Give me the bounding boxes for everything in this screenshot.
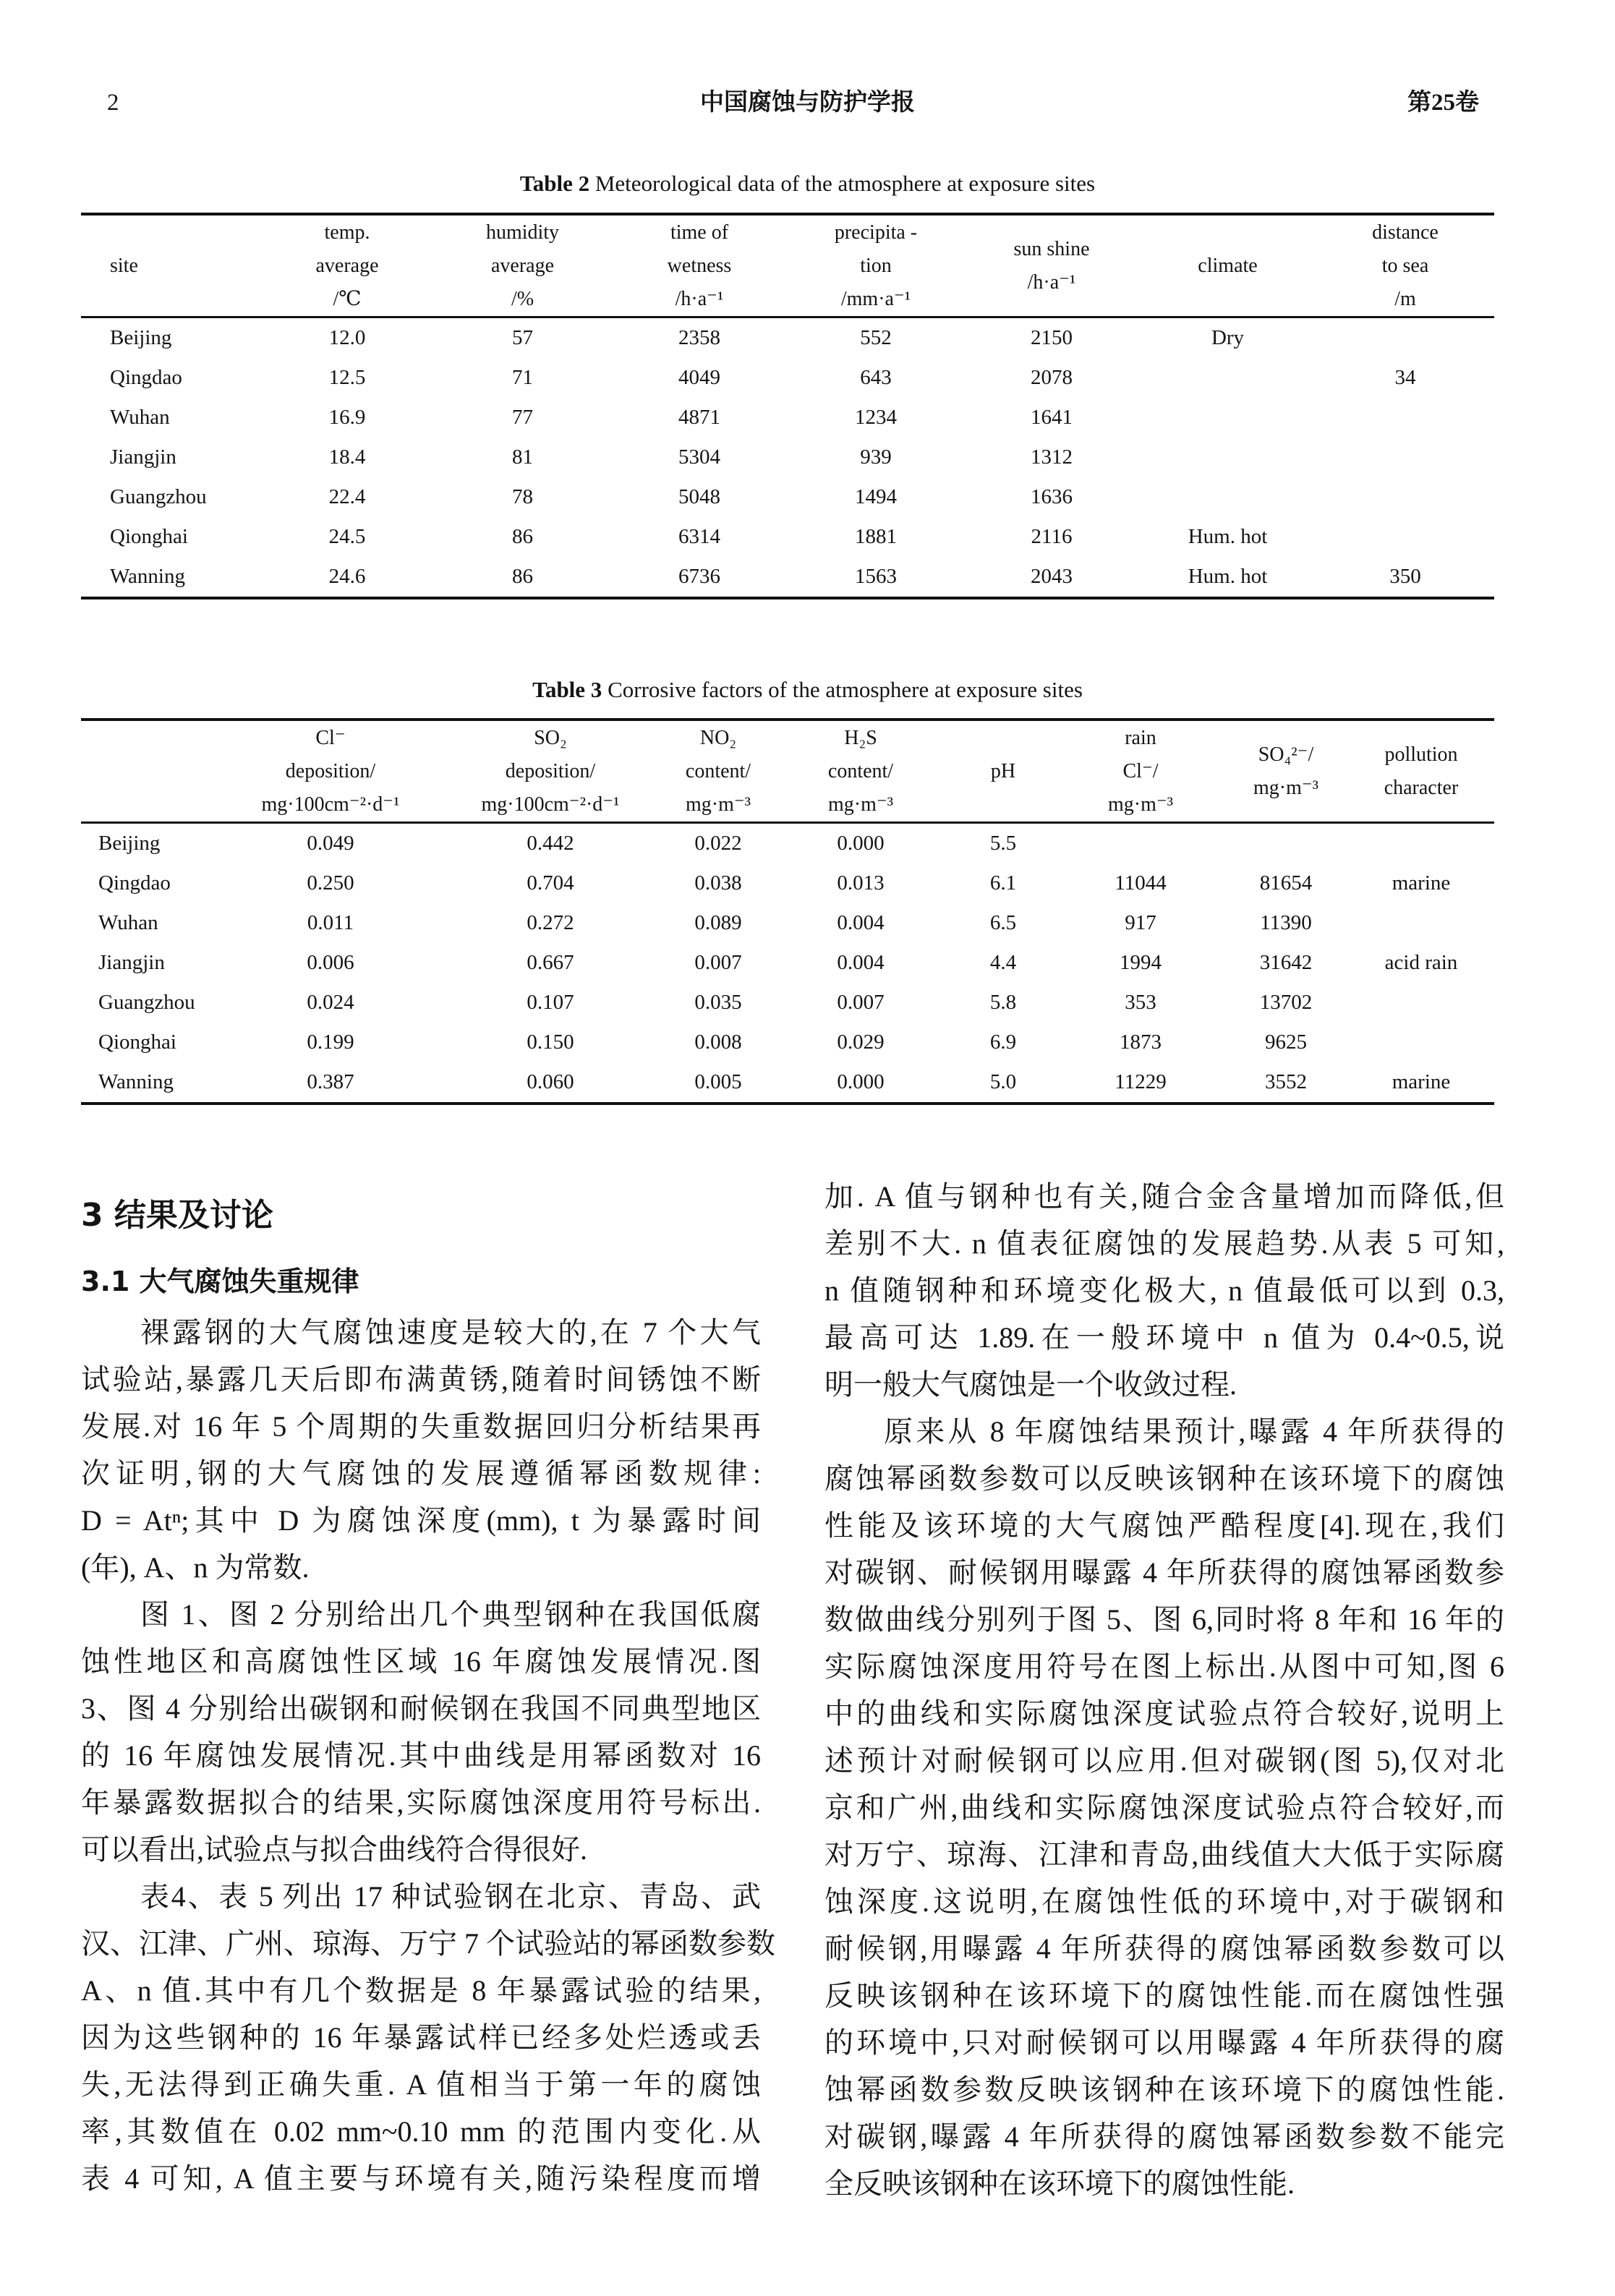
table-cell: Dry (1211, 326, 1245, 349)
table-cell: 0.013 (837, 871, 885, 895)
body-text-line: 对碳钢、耐候钢用曝露 4 年所获得的腐蚀幂函数参 (824, 1556, 1504, 1589)
body-text-line: 表 4 可知, A 值主要与环境有关,随污染程度而增 (81, 2162, 761, 2195)
body-text-line: 发展.对 16 年 5 个周期的失重数据回归分析结果再 (81, 1410, 761, 1443)
body-text-line: 对碳钢,曝露 4 年所获得的腐蚀幂函数参数不能完 (824, 2120, 1504, 2153)
column-header-line: content/ (685, 759, 751, 782)
table-cell: 353 (1125, 991, 1156, 1014)
table-cell: 0.704 (527, 871, 574, 895)
body-text-line: 蚀性地区和高腐蚀性区域 16 年腐蚀发展情况.图 (81, 1645, 761, 1678)
table-cell: 0.024 (307, 991, 354, 1014)
table-cell: 0.000 (837, 832, 885, 855)
table-cell: 5048 (678, 485, 720, 508)
site-cell: Wuhan (98, 911, 158, 934)
body-text-line: 性能及该环境的大气腐蚀严酷程度[4].现在,我们 (824, 1509, 1504, 1542)
column-header-line: SO₂ (534, 726, 567, 749)
column-header (964, 215, 1139, 316)
site-cell: Wanning (98, 1070, 174, 1093)
column-header-line: Cl⁻/ (1122, 759, 1159, 782)
table-cell: acid rain (1384, 951, 1458, 974)
site-cell: Beijing (110, 326, 172, 349)
column-header (1348, 721, 1494, 821)
column-header (437, 721, 664, 821)
column-header (1316, 215, 1494, 316)
table-cell: 0.029 (837, 1030, 885, 1054)
table-cell: 939 (860, 445, 892, 469)
table-cell: marine (1392, 1070, 1451, 1093)
page-number: 2 (107, 90, 119, 116)
column-header-line: wetness (667, 254, 732, 277)
body-text-line: 蚀深度.这说明,在腐蚀性低的环境中,对于碳钢和 (824, 1885, 1504, 1918)
body-text-left-column (81, 1309, 775, 2202)
table-cell: 5.5 (989, 832, 1017, 855)
table-cell: 0.004 (837, 951, 885, 974)
table-cell: 0.006 (307, 951, 354, 974)
column-header-line: to sea (1381, 254, 1429, 277)
table-cell: 0.000 (837, 1070, 885, 1093)
table-cell: 22.4 (328, 485, 366, 508)
body-text-line: 的环境中,只对耐候钢可以用曝露 4 年所获得的腐 (824, 2026, 1504, 2059)
site-cell: Jiangjin (110, 445, 176, 469)
body-text-line: 图 1、图 2 分别给出几个典型钢种在我国低腐 (140, 1598, 761, 1631)
body-text-right-column (824, 1173, 1504, 2207)
table-cell: 0.199 (307, 1030, 354, 1054)
column-header-line: precipita - (834, 221, 918, 244)
body-text-line: 原来从 8 年腐蚀结果预计,曝露 4 年所获得的 (884, 1415, 1504, 1448)
column-header-line: /% (511, 287, 534, 310)
table3-label: Table 3 (532, 677, 602, 702)
table-cell: 11390 (1260, 911, 1312, 934)
body-text-line: 数做曲线分别列于图 5、图 6,同时将 8 年和 16 年的 (824, 1603, 1504, 1636)
body-text-line: 最高可达 1.89.在一般环境中 n 值为 0.4~0.5,说 (824, 1321, 1504, 1354)
column-header-line: sun shine (1013, 237, 1090, 260)
table-cell: 78 (512, 485, 533, 508)
table-cell: 0.008 (694, 1030, 742, 1054)
table-cell: 0.060 (527, 1070, 574, 1093)
column-header-line: temp. (324, 221, 370, 244)
body-text-line: 的 16 年腐蚀发展情况.其中曲线是用幂函数对 16 (81, 1739, 761, 1772)
table-cell: 0.387 (307, 1070, 354, 1093)
table-cell: 24.5 (328, 525, 366, 548)
body-text-line: A、n 值.其中有几个数据是 8 年暴露试验的结果, (81, 1974, 761, 2007)
table-cell: 2150 (1031, 326, 1073, 349)
column-header-line: average (315, 254, 379, 277)
column-header-line: /℃ (333, 287, 362, 310)
table-cell: 1994 (1120, 951, 1162, 974)
column-header-line: pollution (1384, 743, 1458, 766)
table-cell: Hum. hot (1188, 525, 1268, 548)
column-header (949, 721, 1057, 821)
site-cell: Wanning (110, 565, 185, 588)
table-cell: 3552 (1265, 1070, 1307, 1093)
column-header-line: tion (860, 254, 892, 277)
table-cell: 0.004 (837, 911, 885, 934)
table-cell: 13702 (1259, 991, 1313, 1014)
table-cell: 57 (512, 326, 533, 349)
body-text-line: 明一般大气腐蚀是一个收敛过程. (824, 1368, 1237, 1401)
table-cell: 4871 (678, 406, 720, 429)
table-cell: 12.5 (328, 366, 366, 389)
table-cell: 0.011 (307, 911, 354, 934)
column-header (434, 215, 611, 316)
site-cell: Jiangjin (98, 951, 165, 974)
column-header-line: average (490, 254, 555, 277)
table3-caption (0, 675, 1615, 704)
column-header-line: SO₄²⁻/ (1258, 743, 1314, 766)
column-header (611, 215, 788, 316)
table2-caption (0, 169, 1615, 198)
site-cell: Qionghai (98, 1030, 176, 1054)
table-row (81, 557, 1494, 597)
site-cell: Qingdao (110, 366, 182, 389)
column-header-line: mg·m⁻³ (685, 793, 751, 816)
table-cell: 5.0 (989, 1070, 1017, 1093)
table-cell: 16.9 (328, 406, 366, 429)
site-cell: Qionghai (110, 525, 188, 548)
table-cell: 9625 (1265, 1030, 1307, 1054)
table-cell: 34 (1394, 366, 1416, 389)
table-cell: 1881 (855, 525, 897, 548)
body-text-line: 表4、表 5 列出 17 种试验钢在北京、青岛、武 (140, 1880, 761, 1913)
table-cell: 350 (1389, 565, 1421, 588)
column-header (260, 215, 434, 316)
table2-caption-text: Meteorological data of the atmosphere at exposure sites (595, 171, 1096, 196)
column-header-line: humidity (485, 221, 560, 244)
table-row (81, 983, 1494, 1023)
table-header (81, 721, 1494, 821)
column-header (772, 721, 949, 821)
table-cell: Hum. hot (1188, 565, 1268, 588)
body-text-line: 蚀幂函数参数反映该钢种在该环境下的腐蚀性能. (824, 2073, 1504, 2106)
body-text-line: 对万宁、琼海、江津和青岛,曲线值大大低于实际腐 (824, 1838, 1504, 1871)
volume-label: 第25卷 (1407, 90, 1479, 116)
body-text-line: 裸露钢的大气腐蚀速度是较大的,在 7 个大气 (140, 1316, 761, 1349)
table-cell: 6.5 (989, 911, 1017, 934)
column-header-line: mg·m⁻³ (1253, 776, 1319, 799)
column-header-line: deposition/ (285, 759, 376, 782)
column-header (1139, 215, 1316, 316)
table-cell: 0.107 (527, 991, 574, 1014)
table-cell: 0.667 (527, 951, 574, 974)
table-cell: 71 (512, 366, 533, 389)
column-header-line: pH (990, 759, 1016, 782)
table-cell: 917 (1125, 911, 1156, 934)
table-cell: 4.4 (989, 951, 1017, 974)
table-cell: 86 (512, 525, 533, 548)
body-text-line: 实际腐蚀深度用符号在图上标出.从图中可知,图 6 (824, 1650, 1504, 1683)
table-cell: 1234 (855, 406, 897, 429)
table-cell: 81654 (1259, 871, 1313, 895)
column-header-line: /mm·a⁻¹ (840, 287, 911, 310)
table-cell: 4049 (678, 366, 720, 389)
body-text-line: 差别不大. n 值表征腐蚀的发展趋势.从表 5 可知, (824, 1227, 1504, 1260)
column-header-line: deposition/ (505, 759, 596, 782)
table-cell: 12.0 (328, 326, 366, 349)
table2-meteorological-data (81, 213, 1494, 599)
body-text-line: 耐候钢,用曝露 4 年所获得的腐蚀幂函数参数可以 (824, 1932, 1504, 1965)
table-bottom-rule (81, 597, 1494, 599)
table-cell: 11044 (1115, 871, 1167, 895)
table-cell: 11229 (1115, 1070, 1167, 1093)
site-cell: Qingdao (98, 871, 171, 895)
body-text-line: 腐蚀幂函数参数可以反映该钢种在该环境下的腐蚀 (824, 1462, 1504, 1495)
site-cell: Guangzhou (110, 485, 207, 508)
table-row (81, 398, 1494, 438)
table-cell: 2078 (1031, 366, 1073, 389)
column-header-line: /h·a⁻¹ (1027, 270, 1076, 294)
table-cell: 0.049 (307, 832, 354, 855)
table-cell: 0.038 (694, 871, 742, 895)
body-text-line: 加. A 值与钢种也有关,随合金含量增加而降低,但 (824, 1180, 1504, 1213)
body-text-line: 率,其数值在 0.02 mm~0.10 mm 的范围内变化.从 (81, 2115, 761, 2148)
table-cell: 0.035 (694, 991, 742, 1014)
table-cell: 0.007 (837, 991, 885, 1014)
site-cell: Wuhan (110, 406, 170, 429)
body-text-line: 可以看出,试验点与拟合曲线符合得很好. (81, 1833, 587, 1866)
table-cell: 81 (512, 445, 533, 469)
body-text-line: D = Atⁿ;其中 D 为腐蚀深度(mm), t 为暴露时间 (81, 1504, 761, 1537)
body-text-line: (年), A、n 为常数. (81, 1551, 310, 1584)
table-cell: 0.150 (527, 1030, 574, 1054)
column-header-line: NO₂ (699, 726, 737, 749)
column-header-line: content/ (827, 759, 894, 782)
table-row (81, 318, 1494, 358)
body-text-line: 反映该钢种在该环境下的腐蚀性能.而在腐蚀性强 (824, 1979, 1504, 2012)
table2-label: Table 2 (519, 171, 590, 196)
table-cell: marine (1392, 871, 1451, 895)
body-text-line: 中的曲线和实际腐蚀深度试验点符合较好,说明上 (824, 1697, 1504, 1730)
column-header (1224, 721, 1348, 821)
body-text-line: 年暴露数据拟合的结果,实际腐蚀深度用符号标出. (81, 1786, 761, 1819)
column-header-line: time of (670, 221, 729, 244)
table-cell: 1641 (1031, 406, 1073, 429)
table-cell: 6314 (678, 525, 720, 548)
table-row (81, 438, 1494, 477)
table-row (81, 477, 1494, 517)
column-header-line: mg·100cm⁻²·d⁻¹ (261, 793, 400, 816)
table-cell: 5304 (678, 445, 720, 469)
body-text-line: 失,无法得到正确失重. A 值相当于第一年的腐蚀 (81, 2068, 761, 2101)
body-text-line: 汉、江津、广州、琼海、万宁 7 个试验站的幂函数参数 (81, 1927, 775, 1960)
body-text-line: 3、图 4 分别给出碳钢和耐候钢在我国不同典型地区 (81, 1692, 761, 1725)
table-cell: 2358 (678, 326, 720, 349)
body-text-line: 述预计对耐候钢可以应用.但对碳钢(图 5),仅对北 (824, 1744, 1504, 1777)
table-cell: 86 (512, 565, 533, 588)
table-bottom-rule (81, 1102, 1494, 1105)
table-cell: 1312 (1031, 445, 1073, 469)
table-row (81, 517, 1494, 557)
table-cell: 24.6 (328, 565, 366, 588)
column-header-line: site (110, 254, 138, 277)
table-cell: 643 (860, 366, 892, 389)
table3-corrosive-factors (81, 718, 1494, 1105)
table-cell: 1494 (855, 485, 897, 508)
table-cell: 77 (512, 406, 533, 429)
body-text-line: 次证明,钢的大气腐蚀的发展遵循幂函数规律: (81, 1457, 761, 1490)
column-header (81, 721, 224, 821)
table-cell: 1873 (1120, 1030, 1162, 1054)
table-header (81, 215, 1494, 316)
table-cell: 6.1 (989, 871, 1017, 895)
table-cell: 31642 (1259, 951, 1313, 974)
table-row (81, 1023, 1494, 1062)
table-cell: 5.8 (989, 991, 1017, 1014)
table-cell: 6736 (678, 565, 720, 588)
table-cell: 0.089 (694, 911, 742, 934)
table-cell: 1563 (855, 565, 897, 588)
column-header (788, 215, 964, 316)
column-header (664, 721, 772, 821)
subsection-heading: 3.1 大气腐蚀失重规律 (81, 1266, 359, 1297)
column-header (81, 215, 260, 316)
site-cell: Guangzhou (98, 991, 195, 1014)
table-cell: 0.442 (527, 832, 574, 855)
table-row (81, 903, 1494, 943)
table-cell: 0.005 (694, 1070, 742, 1093)
table3-caption-text: Corrosive factors of the atmosphere at exposure sites (608, 677, 1083, 702)
column-header-line: H₂S (844, 726, 877, 749)
table-row (81, 943, 1494, 983)
table-cell: 0.022 (694, 832, 742, 855)
table-row (81, 824, 1494, 863)
table-row (81, 1062, 1494, 1102)
table-cell: 0.272 (527, 911, 574, 934)
body-text-line: 京和广州,曲线和实际腐蚀深度试验点符合较好,而 (824, 1791, 1504, 1824)
column-header-line: mg·100cm⁻²·d⁻¹ (481, 793, 620, 816)
column-header-line: character (1384, 776, 1459, 799)
column-header-line: /h·a⁻¹ (675, 287, 724, 310)
journal-title: 中国腐蚀与防护学报 (700, 90, 915, 116)
body-text-line: n 值随钢种和环境变化极大, n 值最低可以到 0.3, (824, 1274, 1504, 1307)
column-header (224, 721, 437, 821)
table-row (81, 358, 1494, 398)
table-cell: 0.250 (307, 871, 354, 895)
column-header-line: mg·m⁻³ (1107, 793, 1174, 816)
body-text-line: 试验站,暴露几天后即布满黄锈,随着时间锈蚀不断 (81, 1363, 761, 1396)
column-header-line: Cl⁻ (315, 726, 346, 749)
column-header-line: mg·m⁻³ (827, 793, 894, 816)
column-header (1057, 721, 1224, 821)
section-heading: 3 结果及讨论 (81, 1197, 273, 1234)
site-cell: Beijing (98, 832, 161, 855)
table-cell: 2043 (1031, 565, 1073, 588)
table-cell: 18.4 (328, 445, 366, 469)
body-text-line: 全反映该钢种在该环境下的腐蚀性能. (824, 2167, 1295, 2200)
body-text-line: 因为这些钢种的 16 年暴露试样已经多处烂透或丢 (81, 2021, 761, 2054)
table-cell: 2116 (1031, 525, 1073, 548)
table-row (81, 863, 1494, 903)
column-header-line: rain (1125, 726, 1156, 749)
table-cell: 0.007 (694, 951, 742, 974)
table-cell: 6.9 (989, 1030, 1017, 1054)
column-header-line: climate (1198, 254, 1258, 277)
column-header-line: /m (1394, 287, 1416, 310)
table-cell: 552 (860, 326, 892, 349)
column-header-line: distance (1372, 221, 1439, 244)
table-cell: 1636 (1031, 485, 1073, 508)
